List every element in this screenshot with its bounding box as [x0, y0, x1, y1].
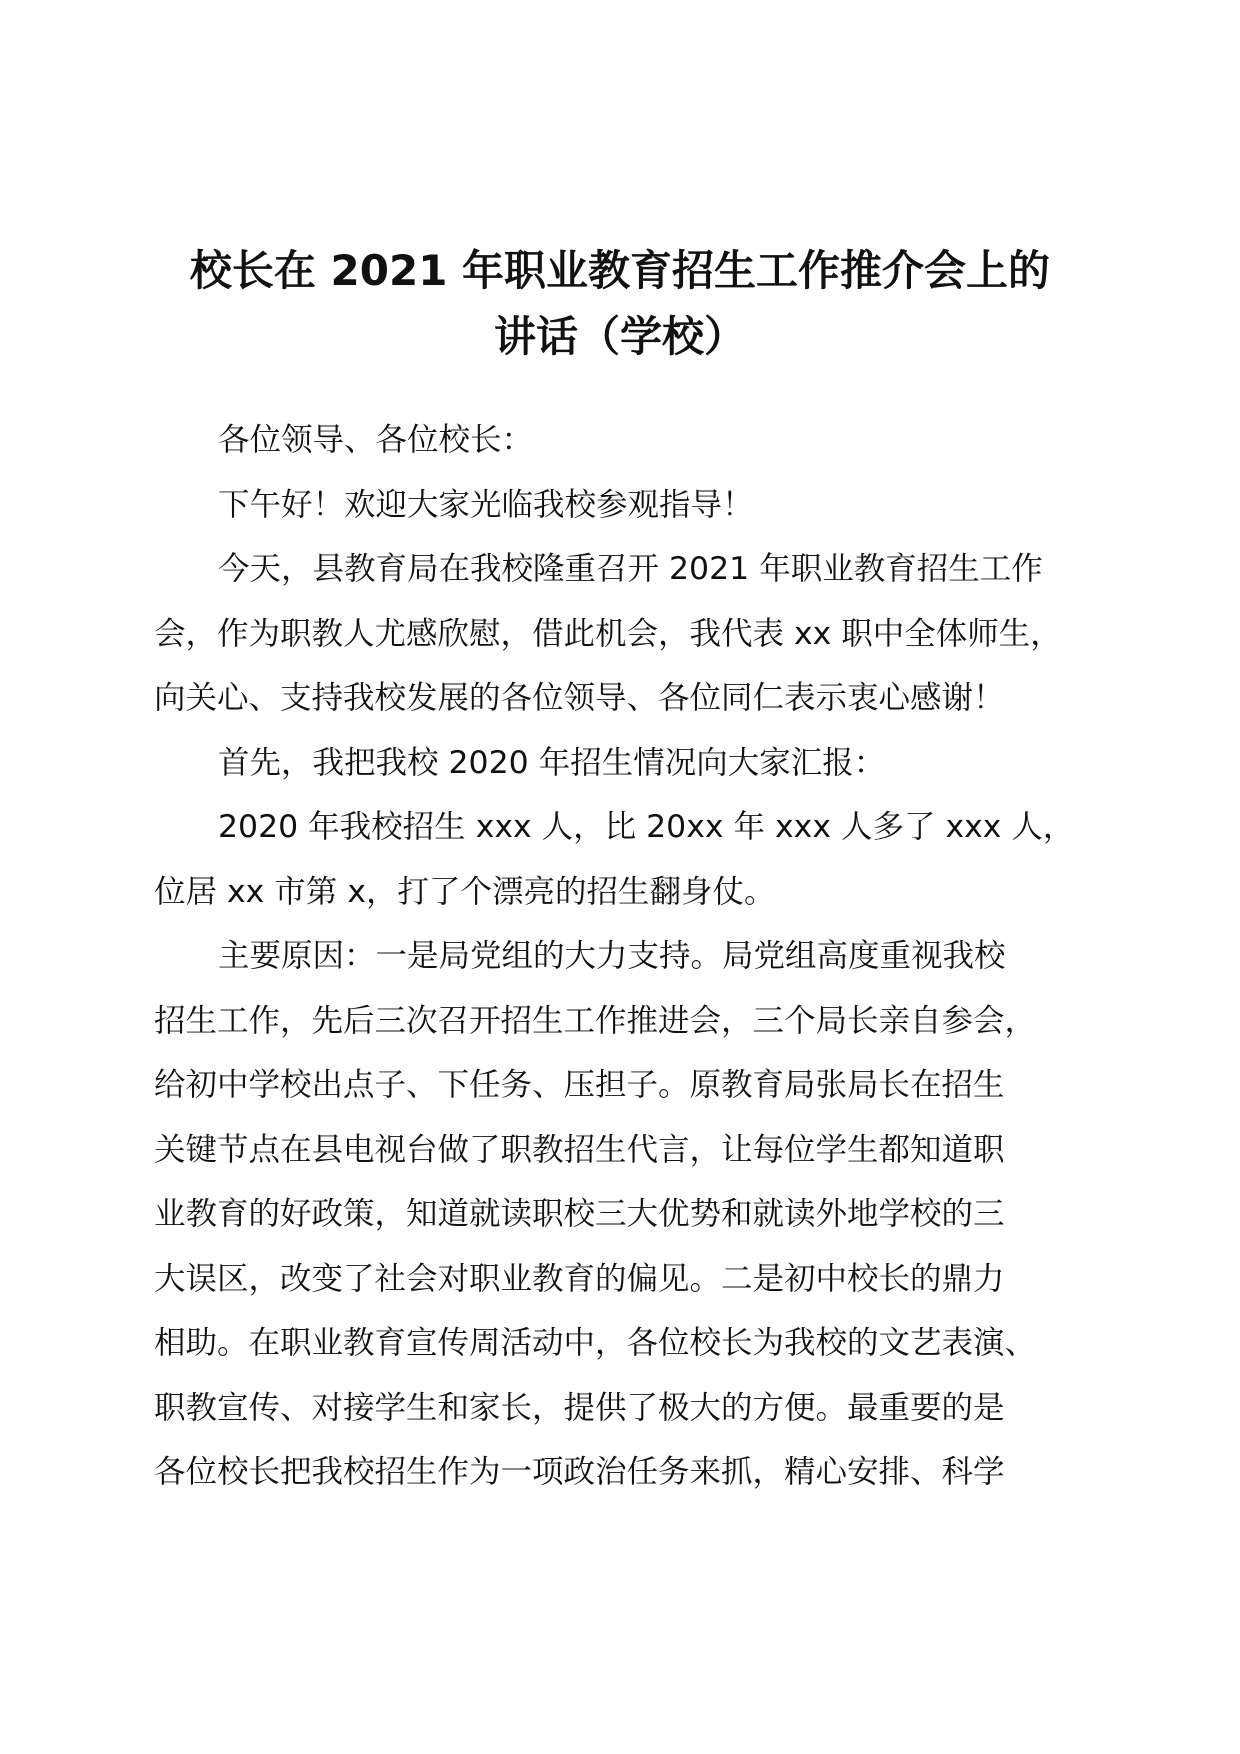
paragraph-first	[154, 731, 1114, 796]
title-line-2: 讲话（学校）	[493, 312, 746, 361]
title-line-1: 校长在 2021 年职业教育招生工作推介会上的	[189, 246, 1051, 295]
paragraph-line: 今天，县教育局在我校隆重召开 2021 年职业教育招生工作	[218, 551, 1043, 587]
paragraph-line: 下午好！欢迎大家光临我校参观指导！	[218, 486, 754, 523]
paragraph-line: 各位领导、各位校长：	[218, 422, 534, 458]
paragraph-line: 职教宣传、对接学生和家长，提供了极大的方便。最重要的是	[154, 1389, 1005, 1426]
paragraph-line: 主要原因：一是局党组的大力支持。局党组高度重视我校	[218, 938, 1006, 974]
paragraph-line: 业教育的好政策，知道就读职校三大优势和就读外地学校的三	[154, 1196, 1005, 1232]
paragraph-line: 会，作为职教人尤感欣慰，借此机会，我代表 xx 职中全体师生，	[154, 615, 1062, 652]
paragraph-line: 各位校长把我校招生作为一项政治任务来抓，精心安排、科学	[154, 1454, 1005, 1490]
document-body	[154, 408, 1114, 1505]
paragraph-line: 2020 年我校招生 xxx 人，比 20xx 年 xxx 人多了 xxx 人，	[218, 809, 1075, 845]
paragraph-reasons	[154, 924, 1114, 1505]
paragraph-enrollment	[154, 795, 1114, 924]
paragraph-line: 相助。在职业教育宣传周活动中，各位校长为我校的文艺表演、	[154, 1325, 1037, 1361]
paragraph-salutation	[154, 408, 1114, 473]
paragraph-today	[154, 537, 1114, 731]
paragraph-line: 招生工作，先后三次召开招生工作推进会，三个局长亲自参会，	[154, 1002, 1037, 1039]
paragraph-line: 关键节点在县电视台做了职教招生代言，让每位学生都知道职	[154, 1131, 1005, 1168]
paragraph-line: 向关心、支持我校发展的各位领导、各位同仁表示衷心感谢！	[154, 680, 1005, 716]
paragraph-line: 大误区，改变了社会对职业教育的偏见。二是初中校长的鼎力	[154, 1260, 1005, 1297]
paragraph-line: 给初中学校出点子、下任务、压担子。原教育局张局长在招生	[154, 1067, 1005, 1103]
paragraph-line: 首先，我把我校 2020 年招生情况向大家汇报：	[218, 744, 886, 781]
paragraph-greeting	[154, 473, 1114, 538]
paragraph-line: 位居 xx 市第 x，打了个漂亮的招生翻身仗。	[154, 873, 776, 910]
document-title	[150, 238, 1090, 370]
